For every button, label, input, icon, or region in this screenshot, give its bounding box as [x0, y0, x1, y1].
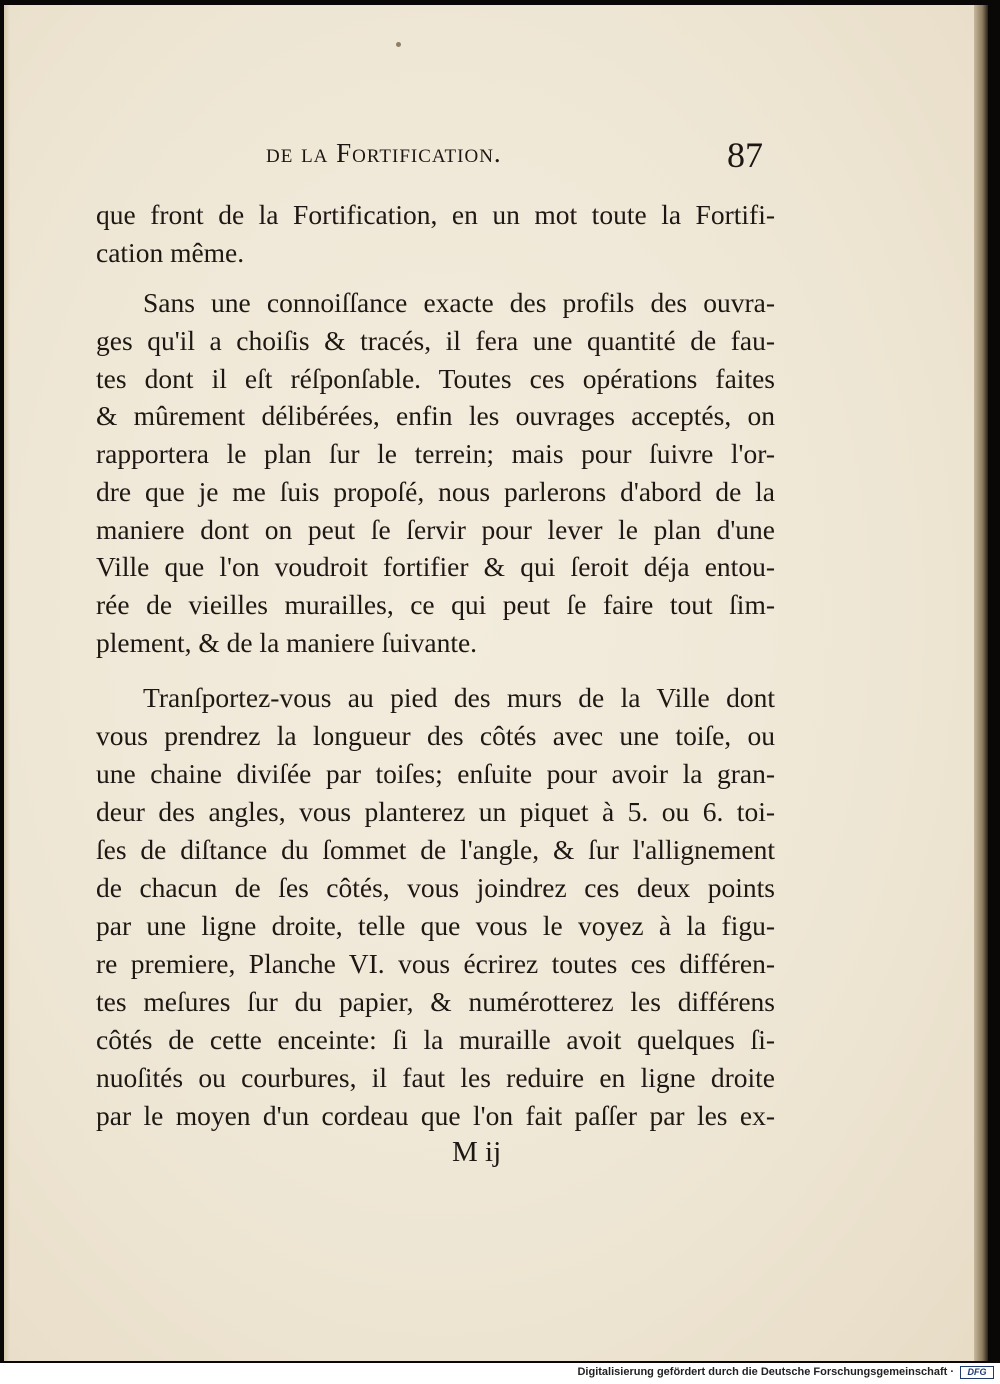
text-line: tes dont il eſt réſponſable. Toutes ces opérations faites — [96, 363, 775, 394]
text-line: plement, & de la maniere ſuivante. — [96, 627, 478, 658]
footer-bar — [0, 1363, 1000, 1384]
page-gutter-shadow — [974, 5, 988, 1361]
text-line: deur des angles, vous planterez un piquet à 5. ou 6. toi- — [96, 796, 775, 827]
paper-speck — [396, 42, 401, 47]
text-line: côtés de cette enceinte: ſi la muraille avoit quelques ſi- — [96, 1024, 775, 1055]
text-line: cation même. — [96, 237, 245, 268]
text-line: ſes de diſtance du ſommet de l'angle, & ſur l'allignement — [96, 834, 775, 865]
text-line: dre que je me ſuis propoſé, nous parlerons d'abord de la — [96, 476, 775, 507]
text-line: une chaine diviſée par toiſes; enſuite pour avoir la gran- — [96, 758, 775, 789]
text-line: par une ligne droite, telle que vous le voyez à la figu- — [96, 910, 775, 941]
text-line: rée de vieilles murailles, ce qui peut ſe faire tout ſim- — [96, 589, 775, 620]
text-line: Sans une connoiſſance exacte des profils des ouvra- — [143, 287, 775, 318]
text-line: tes meſures ſur du papier, & numérotterez les différens — [96, 986, 775, 1017]
text-line: rapportera le plan ſur le terrein; mais pour ſuivre l'or- — [96, 438, 775, 469]
text-line: par le moyen d'un cordeau que l'on fait paſſer par les ex- — [96, 1100, 775, 1131]
text-line: Tranſportez-vous au pied des murs de la Ville dont — [143, 682, 775, 713]
running-header: de la Fortification. — [266, 138, 502, 168]
text-line: & mûrement délibérées, enfin les ouvrages acceptés, on — [96, 400, 775, 431]
dfg-logo: DFG — [960, 1366, 994, 1379]
text-line: que front de la Fortification, en un mot toute la Fortifi- — [96, 199, 775, 230]
text-line: de chacun de ſes côtés, vous joindrez ces deux points — [96, 872, 775, 903]
page-number: 87 — [727, 135, 763, 175]
text-line: re premiere, Planche VI. vous écrirez toutes ces différen- — [96, 948, 775, 979]
text-line: ges qu'il a choiſis & tracés, il fera une quantité de fau- — [96, 325, 775, 356]
text-line: maniere dont on peut ſe ſervir pour lever le plan d'une — [96, 514, 775, 545]
signature-mark: M ij — [452, 1136, 502, 1168]
page-left-edge — [4, 5, 10, 1361]
text-line: nuoſités ou courbures, il faut les reduire en ligne droite — [96, 1062, 775, 1093]
text-line: vous prendrez la longueur des côtés avec une toiſe, ou — [96, 720, 775, 751]
digitization-credit: Digitalisierung gefördert durch die Deutsche Forschungsgemeinschaft · — [577, 1366, 954, 1378]
text-line: Ville que l'on voudroit fortifier & qui ſeroit déja entou- — [96, 551, 775, 582]
